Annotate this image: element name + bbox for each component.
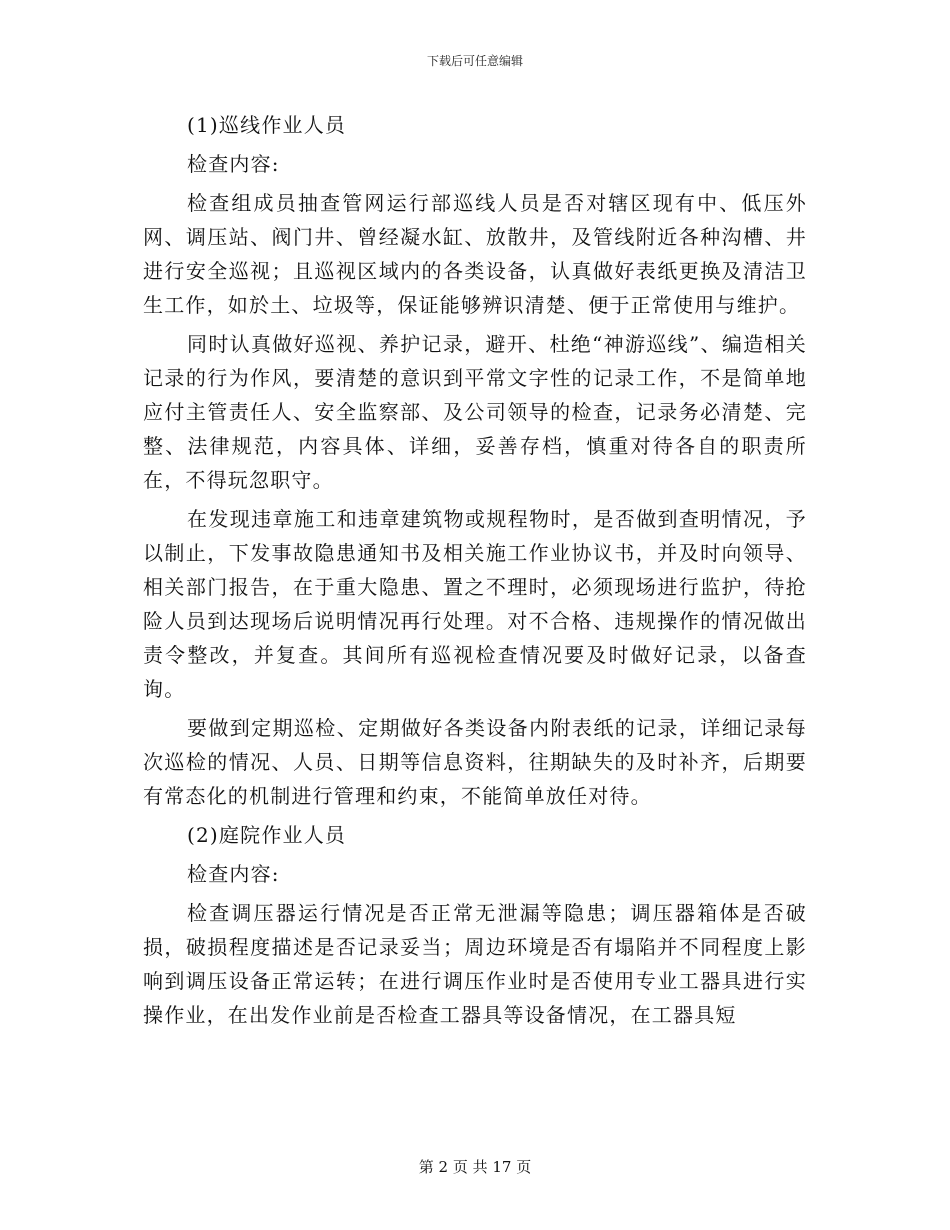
- section-2-label: 检查内容:: [187, 862, 280, 886]
- section-1-paragraph-1: 检查组成员抽查管网运行部巡线人员是否对辖区现有中、低压外网、调压站、阀门井、曾经凝水缸、放散井，及管线附近各种沟槽、井进行安全巡视；且巡视区域内的各类设备，认真做好表纸更换及清洁卫生工作，如於土、垃圾等，保证能够辨识清楚、便于正常使用与维护。: [143, 191, 807, 317]
- section-1-label: 检查内容:: [187, 152, 280, 176]
- section-2-paragraph-1: 检查调压器运行情况是否正常无泄漏等隐患；调压器箱体是否破损，破损程度描述是否记录妥当；周边环境是否有塌陷并不同程度上影响到调压设备正常运转；在进行调压作业时是否使用专业工器具进行实操作业，在出发作业前是否检查工器具等设备情况，在工器具短: [143, 901, 807, 1027]
- section-1-paragraph-3: 在发现违章施工和违章建筑物或规程物时，是否做到查明情况，予以制止，下发事故隐患通知书及相关施工作业协议书，并及时向领导、相关部门报告，在于重大隐患、置之不理时，必须现场进行监护，待抢险人员到达现场后说明情况再行处理。对不合格、违规操作的情况做出责令整改，并复查。其间所有巡视检查情况要及时做好记录，以备查询。: [143, 507, 807, 701]
- page-number-footer: 第 2 页 共 17 页: [418, 1158, 532, 1176]
- document-body: [143, 108, 807, 1037]
- section-1-paragraph-2: 同时认真做好巡视、养护记录，避开、杜绝“神游巡线”、编造相关记录的行为作风，要清楚的意识到平常文字性的记录工作，不是简单地应付主管责任人、安全监察部、及公司领导的检查，记录务必清楚、完整、法律规范，内容具体、详细，妥善存档，慎重对待各自的职责所在，不得玩忽职守。: [143, 332, 807, 492]
- section-1-paragraph-4: 要做到定期巡检、定期做好各类设备内附表纸的记录，详细记录每次巡检的情况、人员、日期等信息资料，往期缺失的及时补齐，后期要有常态化的机制进行管理和约束，不能简单放任对待。: [143, 716, 807, 808]
- section-2-title: (2)庭院作业人员: [187, 823, 347, 847]
- page-header-note: 下载后可任意编辑: [426, 54, 523, 68]
- section-1-title: (1)巡线作业人员: [187, 113, 347, 137]
